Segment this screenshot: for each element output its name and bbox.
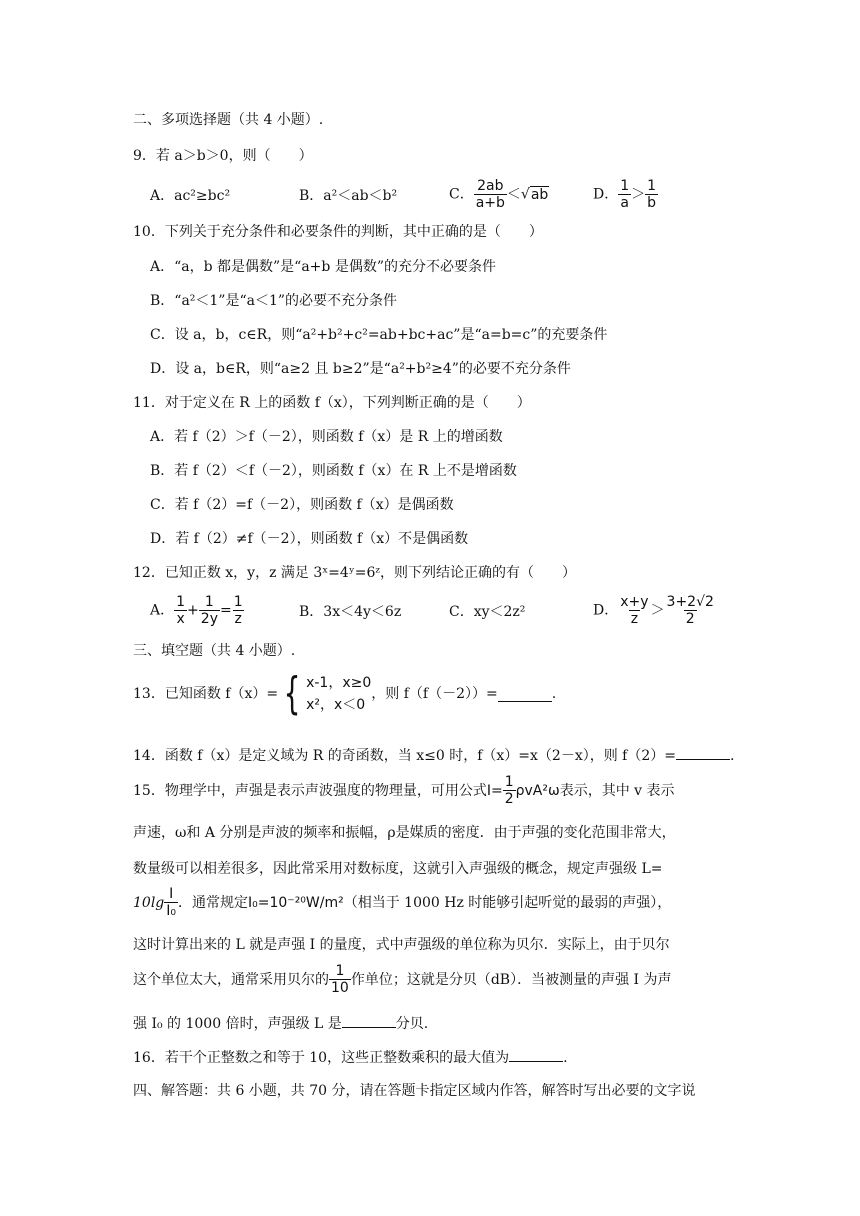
- q10-option-a: A．“a，b 都是偶数”是“a+b 是偶数”的充分不必要条件: [150, 259, 496, 275]
- q11-option-b: B．若 f（2）＜f（－2），则函数 f（x）在 R 上不是增函数: [150, 463, 517, 479]
- question-11-stem: 11．对于定义在 R 上的函数 f（x），下列判断正确的是（ ）: [133, 395, 531, 411]
- q9-c-fraction: $\frac{2ab}{a+b}$: [475, 178, 505, 211]
- q9-option-d-label: D．: [593, 186, 619, 203]
- q9-option-c: C． $\frac{2ab}{a+b}$ ＜√ab: [449, 178, 549, 211]
- q9-c-radicand: ab: [530, 186, 549, 203]
- q15-line-4: 10lg $\frac{I}{\text{I₀}}$ ．通常规定 I₀=10⁻²⁰W/m² （相当于 1000 Hz 时能够引起听觉的最弱的声强），: [133, 886, 672, 919]
- q13-suffix: ，则 f（f（－2））=: [371, 686, 498, 702]
- q11-option-d: D．若 f（2）≠f（－2），则函数 f（x）不是偶函数: [150, 531, 469, 547]
- q15-line-3: 数量级可以相差很多，因此常采用对数标度，这就引入声强级的概念，规定声强级 L=: [133, 861, 663, 877]
- question-12-stem: 12．已知正数 x，y，z 满足 3ˣ=4ʸ=6ᶻ，则下列结论正确的有（ ）: [133, 565, 577, 581]
- question-13: 13．已知函数 f（x）= { x-1，x≥0 x²，x＜0 ，则 f（f（－2））= .: [133, 668, 557, 719]
- q10-option-b: B．“a²＜1”是“a＜1”的必要不充分条件: [150, 293, 398, 309]
- question-10-stem: 10．下列关于充分条件和必要条件的判断，其中正确的是（ ）: [133, 224, 543, 240]
- section-heading-free-response: 四、解答题：共 6 小题，共 70 分，请在答题卡指定区域内作答，解答时写出必要的文字说: [133, 1083, 696, 1099]
- question-14: 14．函数 f（x）是定义域为 R 的奇函数，当 x≤0 时，f（x）=x（2－x），则 f（2）= .: [133, 745, 734, 766]
- q15-line-1: 15．物理学中，声强是表示声波强度的物理量，可用公式 I= $\frac{1}{2}$ ρvA²ω 表示，其中 v 表示: [133, 774, 675, 807]
- section-heading-fill-in: 三、填空题（共 4 小题）.: [133, 643, 296, 659]
- q15-intensity-formula: I=: [486, 782, 503, 799]
- q12-option-a: A． $\frac{1}{x}$ + $\frac{1}{2y}$ = $\frac{1}{z}$: [150, 594, 243, 627]
- q13-answer-blank: [498, 687, 552, 702]
- q10-option-c: C．设 a，b，c∈R，则“a²+b²+c²=ab+bc+ac”是“a=b=c”的充要条件: [150, 327, 608, 343]
- question-16: 16．若干个正整数之和等于 10，这些正整数乘积的最大值为 .: [133, 1047, 568, 1068]
- q13-piecewise: { x-1，x≥0 x²，x＜0: [283, 668, 372, 719]
- q9-option-b: B．a²＜ab＜b²: [299, 188, 398, 204]
- q12-option-d: D． $\frac{x+y}{z}$ ＞ $\frac{3+2√2}{2}$: [593, 594, 714, 627]
- q11-option-a: A．若 f（2）＞f（－2），则函数 f（x）是 R 上的增函数: [150, 429, 503, 445]
- q15-line-7: 强 I₀ 的 1000 倍时，声强级 L 是 分贝.: [133, 1013, 428, 1034]
- q14-text: 14．函数 f（x）是定义域为 R 的奇函数，当 x≤0 时，f（x）=x（2－x），则 f（2）=: [133, 748, 676, 764]
- q13-case-2: x²，x＜0: [306, 697, 366, 713]
- section-heading-multiple-choice: 二、多项选择题（共 4 小题）.: [133, 112, 324, 128]
- q12-option-c: C．xy＜2z²: [449, 604, 526, 620]
- q9-option-d: D． $\frac{1}{a}$ ＞ $\frac{1}{b}$: [593, 178, 657, 211]
- q9-option-a: A．ac²≥bc²: [150, 188, 231, 204]
- q11-option-c: C．若 f（2）=f（－2），则函数 f（x）是偶函数: [150, 497, 454, 513]
- q15-line-2: 声速，ω和 A 分别是声波的频率和振幅，ρ是媒质的密度．由于声强的变化范围非常大，: [133, 825, 676, 841]
- q16-text: 16．若干个正整数之和等于 10，这些正整数乘积的最大值为: [133, 1050, 510, 1066]
- q15-answer-blank: [342, 1013, 396, 1028]
- q12-option-b: B．3x＜4y＜6z: [299, 604, 402, 620]
- q16-answer-blank: [509, 1047, 563, 1062]
- q14-answer-blank: [676, 745, 730, 760]
- q15-reference-intensity: I₀=10⁻²⁰W/m²: [248, 894, 344, 911]
- question-9-stem: 9．若 a＞b＞0，则（ ）: [133, 148, 313, 164]
- q15-line-5: 这时计算出来的 L 就是声强 I 的量度，式中声强级的单位称为贝尔．实际上，由于贝尔: [133, 937, 670, 953]
- q12-option-a-label: A．: [150, 602, 175, 619]
- q10-option-d: D．设 a，b∈R，则“a≥2 且 b≥2”是“a²+b²≥4”的必要不充分条件: [150, 361, 571, 377]
- q9-option-c-label: C．: [449, 186, 474, 203]
- q13-prefix: 13．已知函数 f（x）=: [133, 686, 279, 702]
- q12-option-d-label: D．: [593, 602, 619, 619]
- q13-case-1: x-1，x≥0: [306, 675, 372, 691]
- q15-line-6: 这个单位太大，通常采用贝尔的 $\frac{1}{10}$ 作单位；这就是分贝（dB）．当被测量的声强 I 为声: [133, 963, 672, 996]
